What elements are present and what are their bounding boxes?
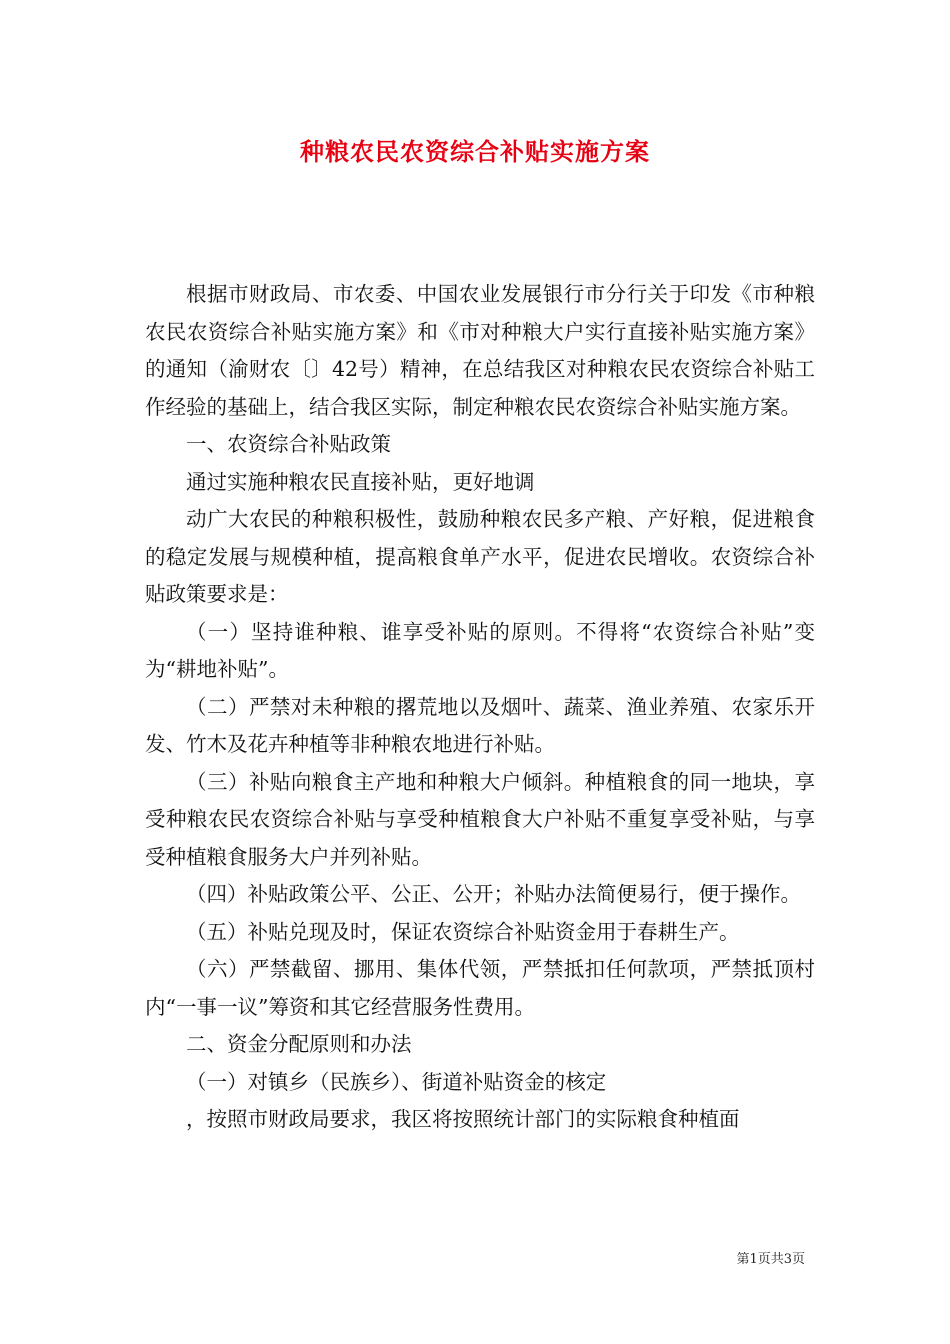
list-item-2: （二）严禁对未种粮的撂荒地以及烟叶、蔬菜、渔业养殖、农家乐开发、竹木及花卉种植等非种粮农地进行补贴。	[145, 694, 815, 756]
paragraph-allocation: ，按照市财政局要求，我区将按照统计部门的实际粮食种植面	[186, 1107, 740, 1131]
heading-section-2: 二、资金分配原则和办法	[186, 1032, 412, 1056]
list-item-1: （一）坚持谁种粮、谁享受补贴的原则。不得将“农资综合补贴”变为“耕地补贴”。	[145, 619, 815, 681]
paragraph-policy-start: 通过实施种粮农民直接补贴，更好地调	[186, 469, 535, 494]
heading-section-1: 一、农资综合补贴政策	[186, 432, 391, 456]
page-number: 第1页共3页	[736, 1252, 805, 1267]
subheading-2-1: （一）对镇乡（民族乡）、街道补贴资金的核定	[186, 1069, 607, 1094]
list-item-4: （四）补贴政策公平、公正、公开；补贴办法简便易行，便于操作。	[186, 882, 801, 906]
document-body	[145, 276, 815, 1139]
list-item-5: （五）补贴兑现及时，保证农资综合补贴资金用于春耕生产。	[186, 919, 740, 944]
document-title: 种粮农民农资综合补贴实施方案	[300, 137, 650, 166]
paragraph-intro: 根据市财政局、市农委、中国农业发展银行市分行关于印发《市种粮农民农资综合补贴实施方案》和《市对种粮大户实行直接补贴实施方案》的通知（渝财农〔〕42号）精神，在总结我区对种粮农民农资综合补贴工作经验的基础上，结合我区实际，制定种粮农民农资综合补贴实施方案。	[145, 282, 815, 419]
list-item-6: （六）严禁截留、挪用、集体代领，严禁抵扣任何款项，严禁抵顶村内“一事一议”筹资和其它经营服务性费用。	[145, 957, 815, 1019]
list-item-3: （三）补贴向粮食主产地和种粮大户倾斜。种植粮食的同一地块，享受种粮农民农资综合补贴与享受种植粮食大户补贴不重复享受补贴，与享受种植粮食服务大户并列补贴。	[145, 769, 815, 869]
paragraph-policy-goal: 动广大农民的种粮积极性，鼓励种粮农民多产粮、产好粮，促进粮食的稳定发展与规模种植，提高粮食单产水平，促进农民增收。农资综合补贴政策要求是：	[145, 507, 815, 606]
